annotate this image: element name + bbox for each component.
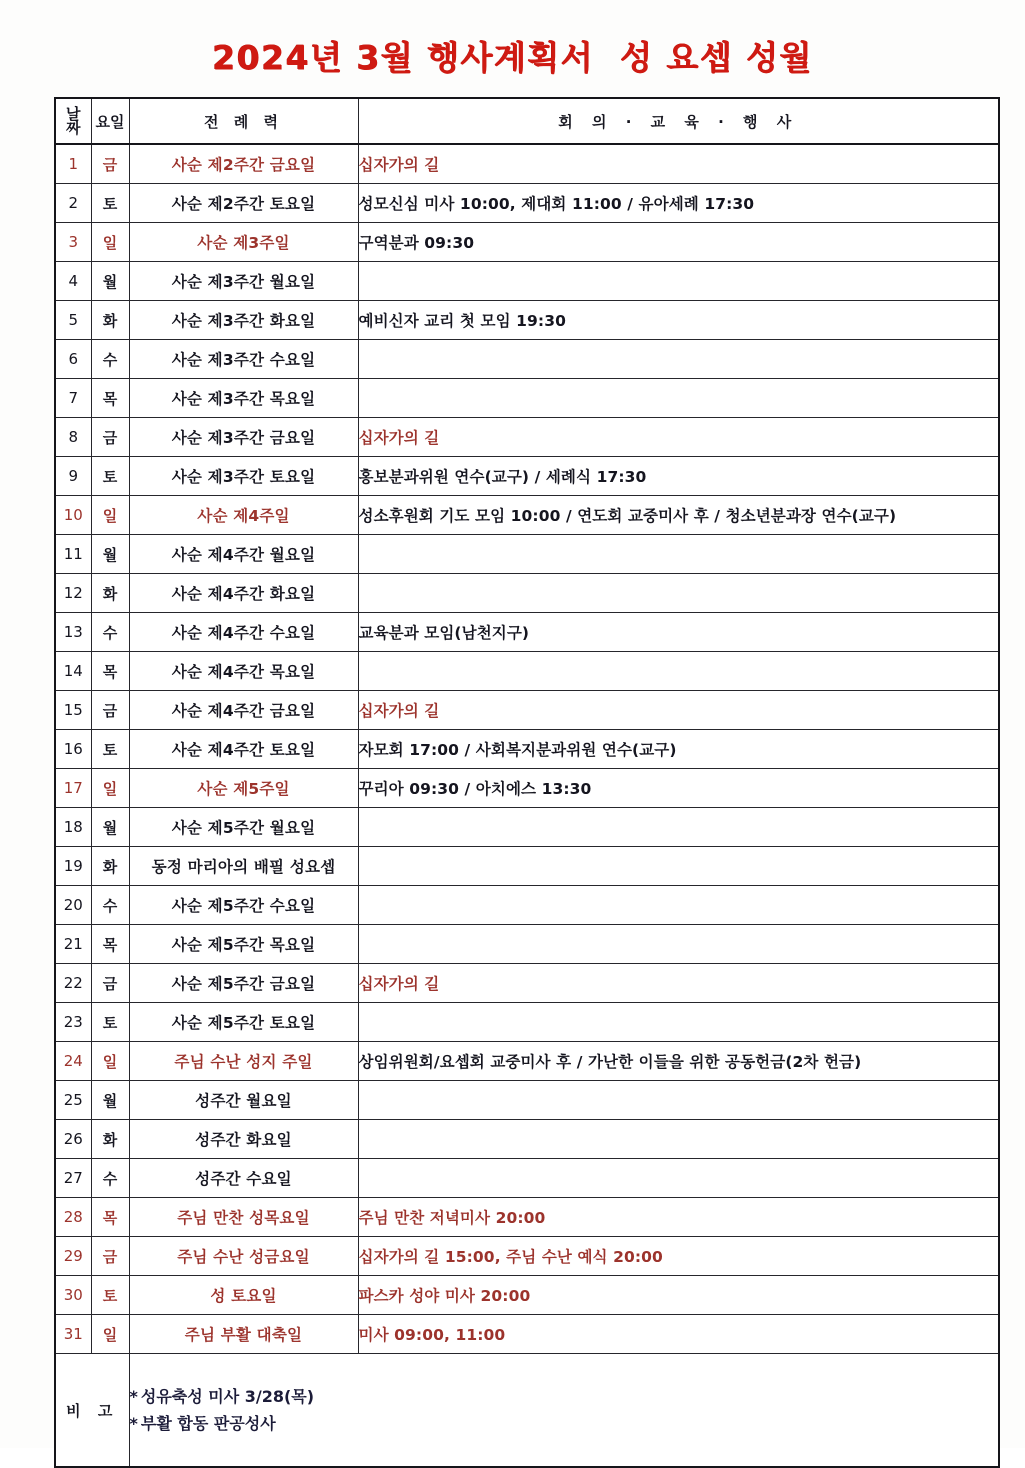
table-row <box>55 301 999 340</box>
cell-liturgical-day: 사순 제4주일 <box>129 496 358 535</box>
cell-day-of-week: 화 <box>91 574 129 613</box>
table-row <box>55 184 999 223</box>
cell-liturgical-day: 사순 제2주간 금요일 <box>129 144 358 184</box>
table-row <box>55 730 999 769</box>
table-row <box>55 496 999 535</box>
cell-events <box>358 1159 999 1198</box>
table-row <box>55 144 999 184</box>
cell-liturgical-day: 성주간 월요일 <box>129 1081 358 1120</box>
cell-day-of-week: 화 <box>91 1120 129 1159</box>
table-row <box>55 418 999 457</box>
column-header-events: 회 의 · 교 육 · 행 사 <box>358 98 999 144</box>
cell-day-of-week: 화 <box>91 847 129 886</box>
cell-events: 자모회 17:00 / 사회복지분과위원 연수(교구) <box>358 730 999 769</box>
notes-body <box>129 1354 999 1468</box>
table-row <box>55 379 999 418</box>
cell-date: 19 <box>55 847 91 886</box>
cell-liturgical-day: 성주간 수요일 <box>129 1159 358 1198</box>
table-row <box>55 652 999 691</box>
cell-date: 22 <box>55 964 91 1003</box>
cell-date: 20 <box>55 886 91 925</box>
cell-liturgical-day: 사순 제4주간 수요일 <box>129 613 358 652</box>
cell-date: 2 <box>55 184 91 223</box>
cell-day-of-week: 금 <box>91 418 129 457</box>
cell-liturgical-day: 사순 제4주간 토요일 <box>129 730 358 769</box>
cell-liturgical-day: 사순 제4주간 월요일 <box>129 535 358 574</box>
cell-events <box>358 1003 999 1042</box>
cell-day-of-week: 목 <box>91 379 129 418</box>
column-header-date-line1: 날 <box>66 105 81 123</box>
cell-day-of-week: 일 <box>91 769 129 808</box>
cell-liturgical-day: 주님 수난 성금요일 <box>129 1237 358 1276</box>
cell-date: 12 <box>55 574 91 613</box>
cell-day-of-week: 토 <box>91 1003 129 1042</box>
cell-events <box>358 1081 999 1120</box>
cell-events <box>358 925 999 964</box>
cell-day-of-week: 토 <box>91 184 129 223</box>
table-row <box>55 808 999 847</box>
table-row <box>55 1276 999 1315</box>
cell-day-of-week: 목 <box>91 925 129 964</box>
note-line <box>130 1383 999 1410</box>
cell-events <box>358 652 999 691</box>
table-row <box>55 769 999 808</box>
cell-day-of-week: 토 <box>91 457 129 496</box>
cell-day-of-week: 금 <box>91 964 129 1003</box>
calendar-sheet <box>54 97 998 1468</box>
notes-row <box>55 1354 999 1468</box>
cell-day-of-week: 화 <box>91 301 129 340</box>
cell-liturgical-day: 사순 제2주간 토요일 <box>129 184 358 223</box>
cell-liturgical-day: 사순 제3주일 <box>129 223 358 262</box>
cell-events <box>358 574 999 613</box>
cell-liturgical-day: 사순 제5주간 금요일 <box>129 964 358 1003</box>
cell-date: 6 <box>55 340 91 379</box>
cell-liturgical-day: 동정 마리아의 배필 성요셉 <box>129 847 358 886</box>
cell-date: 26 <box>55 1120 91 1159</box>
cell-day-of-week: 월 <box>91 808 129 847</box>
cell-events: 십자가의 길 15:00, 주님 수난 예식 20:00 <box>358 1237 999 1276</box>
cell-day-of-week: 일 <box>91 1315 129 1354</box>
cell-liturgical-day: 사순 제3주간 목요일 <box>129 379 358 418</box>
cell-day-of-week: 토 <box>91 730 129 769</box>
table-row <box>55 925 999 964</box>
cell-day-of-week: 월 <box>91 262 129 301</box>
table-row <box>55 535 999 574</box>
cell-liturgical-day: 사순 제5주간 목요일 <box>129 925 358 964</box>
cell-date: 24 <box>55 1042 91 1081</box>
bullet-star-icon: * <box>129 1414 138 1433</box>
table-row <box>55 1159 999 1198</box>
cell-date: 8 <box>55 418 91 457</box>
cell-liturgical-day: 사순 제3주간 수요일 <box>129 340 358 379</box>
cell-events: 십자가의 길 <box>358 418 999 457</box>
cell-liturgical-day: 사순 제3주간 금요일 <box>129 418 358 457</box>
cell-liturgical-day: 성 토요일 <box>129 1276 358 1315</box>
cell-day-of-week: 금 <box>91 1237 129 1276</box>
cell-liturgical-day: 사순 제5주간 토요일 <box>129 1003 358 1042</box>
cell-liturgical-day: 사순 제4주간 화요일 <box>129 574 358 613</box>
cell-day-of-week: 금 <box>91 144 129 184</box>
cell-date: 23 <box>55 1003 91 1042</box>
cell-date: 17 <box>55 769 91 808</box>
cell-events: 예비신자 교리 첫 모임 19:30 <box>358 301 999 340</box>
cell-events: 십자가의 길 <box>358 691 999 730</box>
cell-events <box>358 808 999 847</box>
cell-events: 성모신심 미사 10:00, 제대회 11:00 / 유아세례 17:30 <box>358 184 999 223</box>
bullet-star-icon: * <box>129 1387 138 1406</box>
cell-liturgical-day: 사순 제3주간 월요일 <box>129 262 358 301</box>
cell-events: 교육분과 모임(남천지구) <box>358 613 999 652</box>
table-row <box>55 340 999 379</box>
column-header-date-line2: 짜 <box>66 119 81 137</box>
cell-events <box>358 886 999 925</box>
cell-date: 16 <box>55 730 91 769</box>
cell-day-of-week: 수 <box>91 340 129 379</box>
cell-events <box>358 535 999 574</box>
monthly-plan-table <box>54 97 1000 1468</box>
cell-liturgical-day: 사순 제4주간 금요일 <box>129 691 358 730</box>
table-row <box>55 1315 999 1354</box>
cell-day-of-week: 월 <box>91 535 129 574</box>
cell-day-of-week: 일 <box>91 1042 129 1081</box>
cell-date: 25 <box>55 1081 91 1120</box>
cell-day-of-week: 수 <box>91 613 129 652</box>
cell-liturgical-day: 주님 만찬 성목요일 <box>129 1198 358 1237</box>
cell-day-of-week: 월 <box>91 1081 129 1120</box>
cell-date: 1 <box>55 144 91 184</box>
cell-day-of-week: 목 <box>91 1198 129 1237</box>
cell-day-of-week: 일 <box>91 496 129 535</box>
cell-date: 29 <box>55 1237 91 1276</box>
cell-liturgical-day: 주님 수난 성지 주일 <box>129 1042 358 1081</box>
cell-day-of-week: 일 <box>91 223 129 262</box>
cell-events: 성소후원회 기도 모임 10:00 / 연도회 교중미사 후 / 청소년분과장 연수(교구) <box>358 496 999 535</box>
note-line <box>130 1410 999 1437</box>
cell-liturgical-day: 사순 제5주간 수요일 <box>129 886 358 925</box>
notes-label: 비 고 <box>55 1354 129 1468</box>
table-row <box>55 574 999 613</box>
cell-day-of-week: 토 <box>91 1276 129 1315</box>
cell-events: 십자가의 길 <box>358 144 999 184</box>
table-row <box>55 223 999 262</box>
table-row <box>55 1042 999 1081</box>
cell-date: 3 <box>55 223 91 262</box>
cell-events <box>358 1120 999 1159</box>
column-header-dow: 요일 <box>91 98 129 144</box>
table-row <box>55 1198 999 1237</box>
cell-date: 30 <box>55 1276 91 1315</box>
cell-liturgical-day: 성주간 화요일 <box>129 1120 358 1159</box>
cell-events: 십자가의 길 <box>358 964 999 1003</box>
cell-date: 31 <box>55 1315 91 1354</box>
cell-date: 15 <box>55 691 91 730</box>
table-row <box>55 964 999 1003</box>
cell-liturgical-day: 사순 제4주간 목요일 <box>129 652 358 691</box>
cell-day-of-week: 수 <box>91 886 129 925</box>
table-header-row <box>55 98 999 144</box>
cell-day-of-week: 목 <box>91 652 129 691</box>
cell-date: 13 <box>55 613 91 652</box>
cell-date: 7 <box>55 379 91 418</box>
note-text: 성유축성 미사 3/28(목) <box>140 1387 315 1406</box>
cell-liturgical-day: 사순 제5주간 월요일 <box>129 808 358 847</box>
cell-day-of-week: 수 <box>91 1159 129 1198</box>
cell-liturgical-day: 사순 제5주일 <box>129 769 358 808</box>
cell-date: 27 <box>55 1159 91 1198</box>
cell-liturgical-day: 사순 제3주간 화요일 <box>129 301 358 340</box>
cell-events: 상임위원회/요셉회 교중미사 후 / 가난한 이들을 위한 공동헌금(2차 헌금) <box>358 1042 999 1081</box>
table-row <box>55 691 999 730</box>
table-row <box>55 457 999 496</box>
cell-events: 꾸리아 09:30 / 아치에스 13:30 <box>358 769 999 808</box>
cell-date: 18 <box>55 808 91 847</box>
cell-liturgical-day: 주님 부활 대축일 <box>129 1315 358 1354</box>
table-row <box>55 1003 999 1042</box>
page-title: 2024년 3월 행사계획서 성 요셉 성월 <box>212 38 813 77</box>
cell-date: 28 <box>55 1198 91 1237</box>
cell-date: 14 <box>55 652 91 691</box>
table-row <box>55 886 999 925</box>
cell-events: 주님 만찬 저녁미사 20:00 <box>358 1198 999 1237</box>
cell-date: 4 <box>55 262 91 301</box>
cell-date: 9 <box>55 457 91 496</box>
table-row <box>55 1237 999 1276</box>
cell-date: 21 <box>55 925 91 964</box>
table-row <box>55 613 999 652</box>
column-header-date <box>55 98 91 144</box>
cell-date: 11 <box>55 535 91 574</box>
cell-liturgical-day: 사순 제3주간 토요일 <box>129 457 358 496</box>
cell-day-of-week: 금 <box>91 691 129 730</box>
table-row <box>55 262 999 301</box>
cell-events: 파스카 성야 미사 20:00 <box>358 1276 999 1315</box>
cell-events: 미사 09:00, 11:00 <box>358 1315 999 1354</box>
cell-events <box>358 847 999 886</box>
note-text: 부활 합동 판공성사 <box>140 1414 276 1433</box>
cell-events: 구역분과 09:30 <box>358 223 999 262</box>
cell-events <box>358 340 999 379</box>
cell-date: 10 <box>55 496 91 535</box>
table-row <box>55 847 999 886</box>
cell-events: 홍보분과위원 연수(교구) / 세례식 17:30 <box>358 457 999 496</box>
cell-date: 5 <box>55 301 91 340</box>
table-row <box>55 1120 999 1159</box>
cell-events <box>358 379 999 418</box>
column-header-liturgy: 전 례 력 <box>129 98 358 144</box>
table-row <box>55 1081 999 1120</box>
cell-events <box>358 262 999 301</box>
